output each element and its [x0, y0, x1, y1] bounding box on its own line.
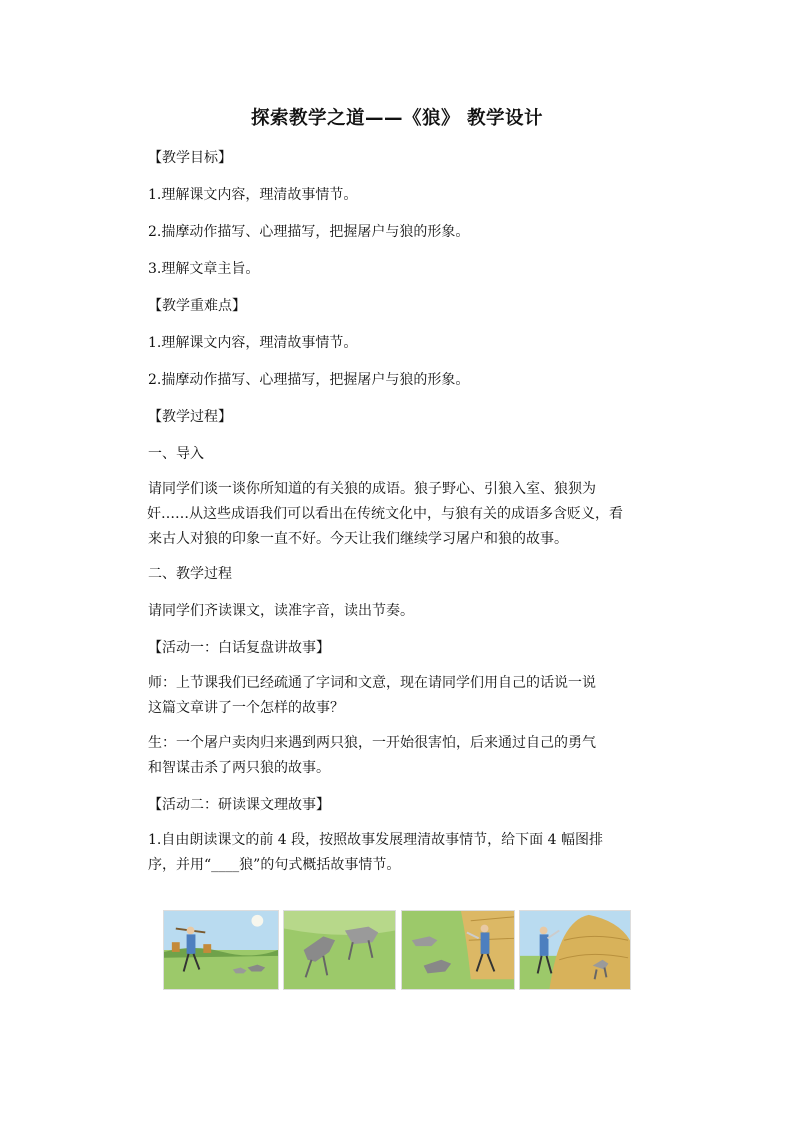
- process2-text: 请同学们齐读课文，读准字音，读出节奏。: [148, 603, 414, 619]
- goal-item: 1.理解课文内容，理清故事情节。: [148, 187, 358, 203]
- goal-item: 3.理解文章主旨。: [148, 261, 260, 277]
- goals-heading: 【教学目标】: [148, 150, 232, 166]
- illustration-art: [284, 911, 395, 989]
- student-line: 生：一个屠户卖肉归来遇到两只狼，一开始很害怕，后来通过自己的勇气: [148, 735, 596, 751]
- butcher-with-knife-scene: [401, 910, 515, 990]
- intro-paragraph-line: 请同学们谈一谈你所知道的有关狼的成语。狼子野心、引狼入室、狼狈为: [148, 481, 596, 497]
- two-wolves-scene: [283, 910, 396, 990]
- intro-paragraph-line: 来古人对狼的印象一直不好。今天让我们继续学习屠户和狼的故事。: [148, 531, 568, 547]
- task-line: 1.自由朗读课文的前 4 段，按照故事发展理清故事情节，给下面 4 幅图排: [148, 832, 603, 848]
- activity1-heading: 【活动一：白话复盘讲故事】: [148, 640, 330, 656]
- intro-heading: 一、导入: [148, 446, 204, 462]
- key-points-heading: 【教学重难点】: [148, 298, 246, 314]
- key-point-item: 2.揣摩动作描写、心理描写，把握屠户与狼的形象。: [148, 372, 470, 388]
- illustration-art: [520, 911, 630, 989]
- butcher-carrying-pole-scene: [163, 910, 279, 990]
- teacher-line: 这篇文章讲了一个怎样的故事？: [148, 700, 344, 716]
- intro-paragraph-line: 奸……从这些成语我们可以看出在传统文化中，与狼有关的成语多含贬义，看: [147, 506, 623, 522]
- activity2-heading: 【活动二：研读课文理故事】: [148, 797, 330, 813]
- illustration-art: [402, 911, 514, 989]
- task-line: 序，并用“____狼”的句式概括故事情节。: [148, 857, 401, 873]
- document-body: [148, 150, 668, 878]
- goal-item: 2.揣摩动作描写、心理描写，把握屠户与狼的形象。: [148, 224, 470, 240]
- key-point-item: 1.理解课文内容，理清故事情节。: [148, 335, 358, 351]
- teacher-line: 师：上节课我们已经疏通了字词和文意，现在请同学们用自己的话说一说: [148, 675, 596, 691]
- illustration-art: [164, 911, 278, 989]
- process-heading: 【教学过程】: [148, 409, 232, 425]
- wolf-in-haystack-scene: [519, 910, 631, 990]
- student-line: 和智谋击杀了两只狼的故事。: [148, 760, 330, 776]
- document-title: 探索教学之道——《狼》 教学设计: [251, 108, 543, 129]
- process2-heading: 二、教学过程: [148, 566, 232, 582]
